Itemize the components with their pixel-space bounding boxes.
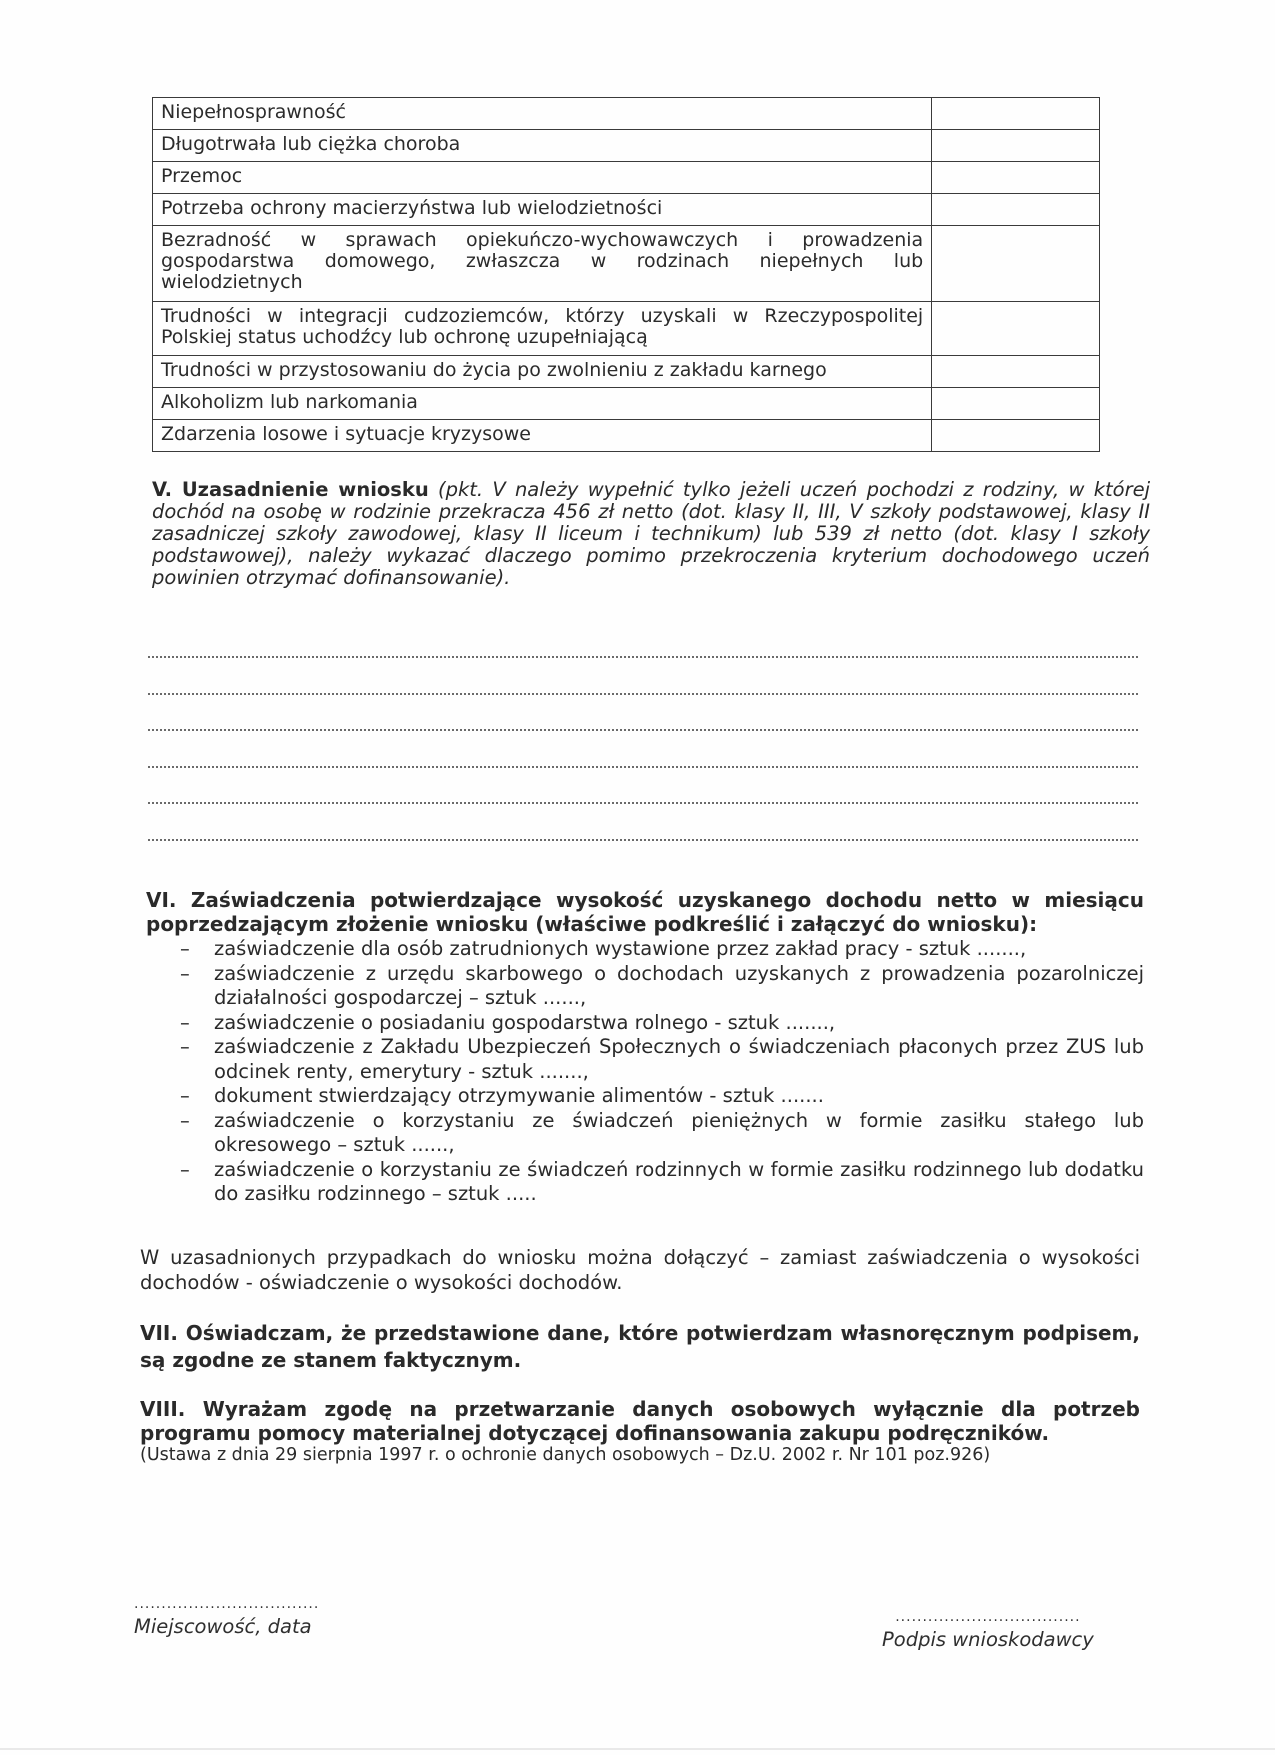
table-row [153, 130, 1100, 162]
list-item [146, 937, 1144, 962]
answer-line[interactable] [148, 658, 1138, 695]
table-row [153, 162, 1100, 194]
table-row [153, 388, 1100, 420]
dash-bullet: – [180, 1157, 190, 1181]
criterion-check-cell[interactable] [932, 226, 1100, 302]
answer-line[interactable] [148, 695, 1138, 732]
criterion-label: Przemoc [153, 162, 932, 194]
criterion-label: Długotrwała lub ciężka choroba [153, 130, 932, 162]
table-row [153, 302, 1100, 356]
criterion-check-cell[interactable] [932, 356, 1100, 388]
criterion-label: Niepełnosprawność [153, 98, 932, 130]
criterion-label: Alkoholizm lub narkomania [153, 388, 932, 420]
section-v-note: (pkt. V należy wypełnić tylko jeżeli uczeń pochodzi z rodziny, w której dochód na osobę w rodzinie przekracza 456 zł netto (dot. klasy II, III, V szkoły podstawowej, klasy II zasadniczej szkoły zawodowej, klasy II liceum i technikum) lub 539 zł netto (dot. klasy I szkoły podstawowej), należy wykazać dlaczego pomimo przekroczenia kryterium dochodowego uczeń powinien otrzymać dofinansowanie). [152, 478, 1150, 589]
answer-line[interactable] [148, 731, 1138, 768]
income-statement-note: W uzasadnionych przypadkach do wniosku można dołączyć – zamiast zaświadczenia o wysokości dochodów - oświadczenie o wysokości dochodów. [140, 1246, 1140, 1294]
criterion-check-cell[interactable] [932, 388, 1100, 420]
section-v-heading: V. Uzasadnienie wniosku [152, 478, 429, 501]
section-viii-consent [140, 1397, 1140, 1465]
dash-bullet: – [180, 1035, 190, 1058]
applicant-signature [882, 1610, 1094, 1651]
section-vi-heading: VI. Zaświadczenia potwierdzające wysokość uzyskanego dochodu netto w miesiącu poprzedzającym złożenie wniosku (właściwe podkreślić i załączyć do wniosku): [146, 888, 1144, 936]
criterion-check-cell[interactable] [932, 194, 1100, 226]
certificate-item-text: zaświadczenie z urzędu skarbowego o dochodach uzyskanych z prowadzenia pozarolniczej działalności gospodarczej – sztuk ......, [214, 961, 1144, 1009]
criterion-check-cell[interactable] [932, 130, 1100, 162]
applicant-signature-field[interactable]: .................................. [895, 1609, 1081, 1625]
table-row [153, 194, 1100, 226]
certificate-item-text: dokument stwierdzający otrzymywanie alimentów - sztuk ....... [214, 1084, 824, 1107]
criterion-check-cell[interactable] [932, 98, 1100, 130]
criterion-label: Potrzeba ochrony macierzyństwa lub wielodzietności [153, 194, 932, 226]
criterion-label: Trudności w przystosowaniu do życia po zwolnieniu z zakładu karnego [153, 356, 932, 388]
list-item [146, 1035, 1144, 1084]
list-item [146, 1084, 1144, 1109]
justification-answer-lines [148, 640, 1138, 841]
list-item [146, 1158, 1144, 1207]
certificate-item-text: zaświadczenie o korzystaniu ze świadczeń pieniężnych w formie zasiłku stałego lub okresowego – sztuk ......, [214, 1108, 1144, 1156]
table-row [153, 356, 1100, 388]
criterion-check-cell[interactable] [932, 420, 1100, 452]
criterion-check-cell[interactable] [932, 162, 1100, 194]
list-item [146, 962, 1144, 1011]
scan-edge-divider [0, 1748, 1275, 1750]
section-vi-certificates [146, 888, 1144, 1207]
dash-bullet: – [180, 961, 190, 985]
section-vii-declaration: VII. Oświadczam, że przedstawione dane, które potwierdzam własnoręcznym podpisem, są zgodne ze stanem faktycznym. [140, 1321, 1140, 1372]
certificate-item-text: zaświadczenie o posiadaniu gospodarstwa rolnego - sztuk ......., [214, 1010, 836, 1034]
certificate-item-text: zaświadczenie z Zakładu Ubezpieczeń Społecznych o świadczeniach płaconych przez ZUS lub odcinek renty, emerytury - sztuk ......., [214, 1035, 1144, 1083]
place-date-field[interactable]: .................................. [134, 1596, 320, 1612]
table-row [153, 226, 1100, 302]
criterion-label: Bezradność w sprawach opiekuńczo-wychowawczych i prowadzenia gospodarstwa domowego, zwłaszcza w rodzinach niepełnych lub wielodzietnych [153, 226, 932, 302]
criterion-label: Trudności w integracji cudzoziemców, którzy uzyskali w Rzeczypospolitej Polskiej status uchodźcy lub ochronę uzupełniającą [153, 302, 932, 356]
table-row [153, 420, 1100, 452]
dash-bullet: – [180, 1084, 190, 1107]
section-v-justification [152, 479, 1150, 589]
law-reference: (Ustawa z dnia 29 sierpnia 1997 r. o ochronie danych osobowych – Dz.U. 2002 r. Nr 101 poz.926) [140, 1445, 991, 1465]
certificate-list [146, 937, 1144, 1207]
list-item [146, 1109, 1144, 1158]
applicant-signature-label: Podpis wnioskodawcy [882, 1628, 1094, 1651]
criterion-check-cell[interactable] [932, 302, 1100, 356]
certificate-item-text: zaświadczenie o korzystaniu ze świadczeń rodzinnych w formie zasiłku rodzinnego lub dodatku do zasiłku rodzinnego – sztuk ..... [214, 1157, 1144, 1205]
answer-line[interactable] [148, 640, 1138, 658]
list-item [146, 1011, 1144, 1036]
criteria-table [152, 97, 1100, 452]
criterion-label: Zdarzenia losowe i sytuacje kryzysowe [153, 420, 932, 452]
place-date-signature [134, 1597, 319, 1638]
dash-bullet: – [180, 1010, 190, 1034]
place-date-label: Miejscowość, data [134, 1615, 312, 1638]
answer-line[interactable] [148, 768, 1138, 805]
table-row [153, 98, 1100, 130]
answer-line[interactable] [148, 804, 1138, 841]
certificate-item-text: zaświadczenie dla osób zatrudnionych wystawione przez zakład pracy - sztuk ......., [214, 937, 1027, 960]
section-viii-text: VIII. Wyrażam zgodę na przetwarzanie danych osobowych wyłącznie dla potrzeb programu pomocy materialnej dotyczącej dofinansowania zakupu podręczników. [140, 1397, 1140, 1445]
dash-bullet: – [180, 937, 190, 960]
dash-bullet: – [180, 1108, 190, 1132]
